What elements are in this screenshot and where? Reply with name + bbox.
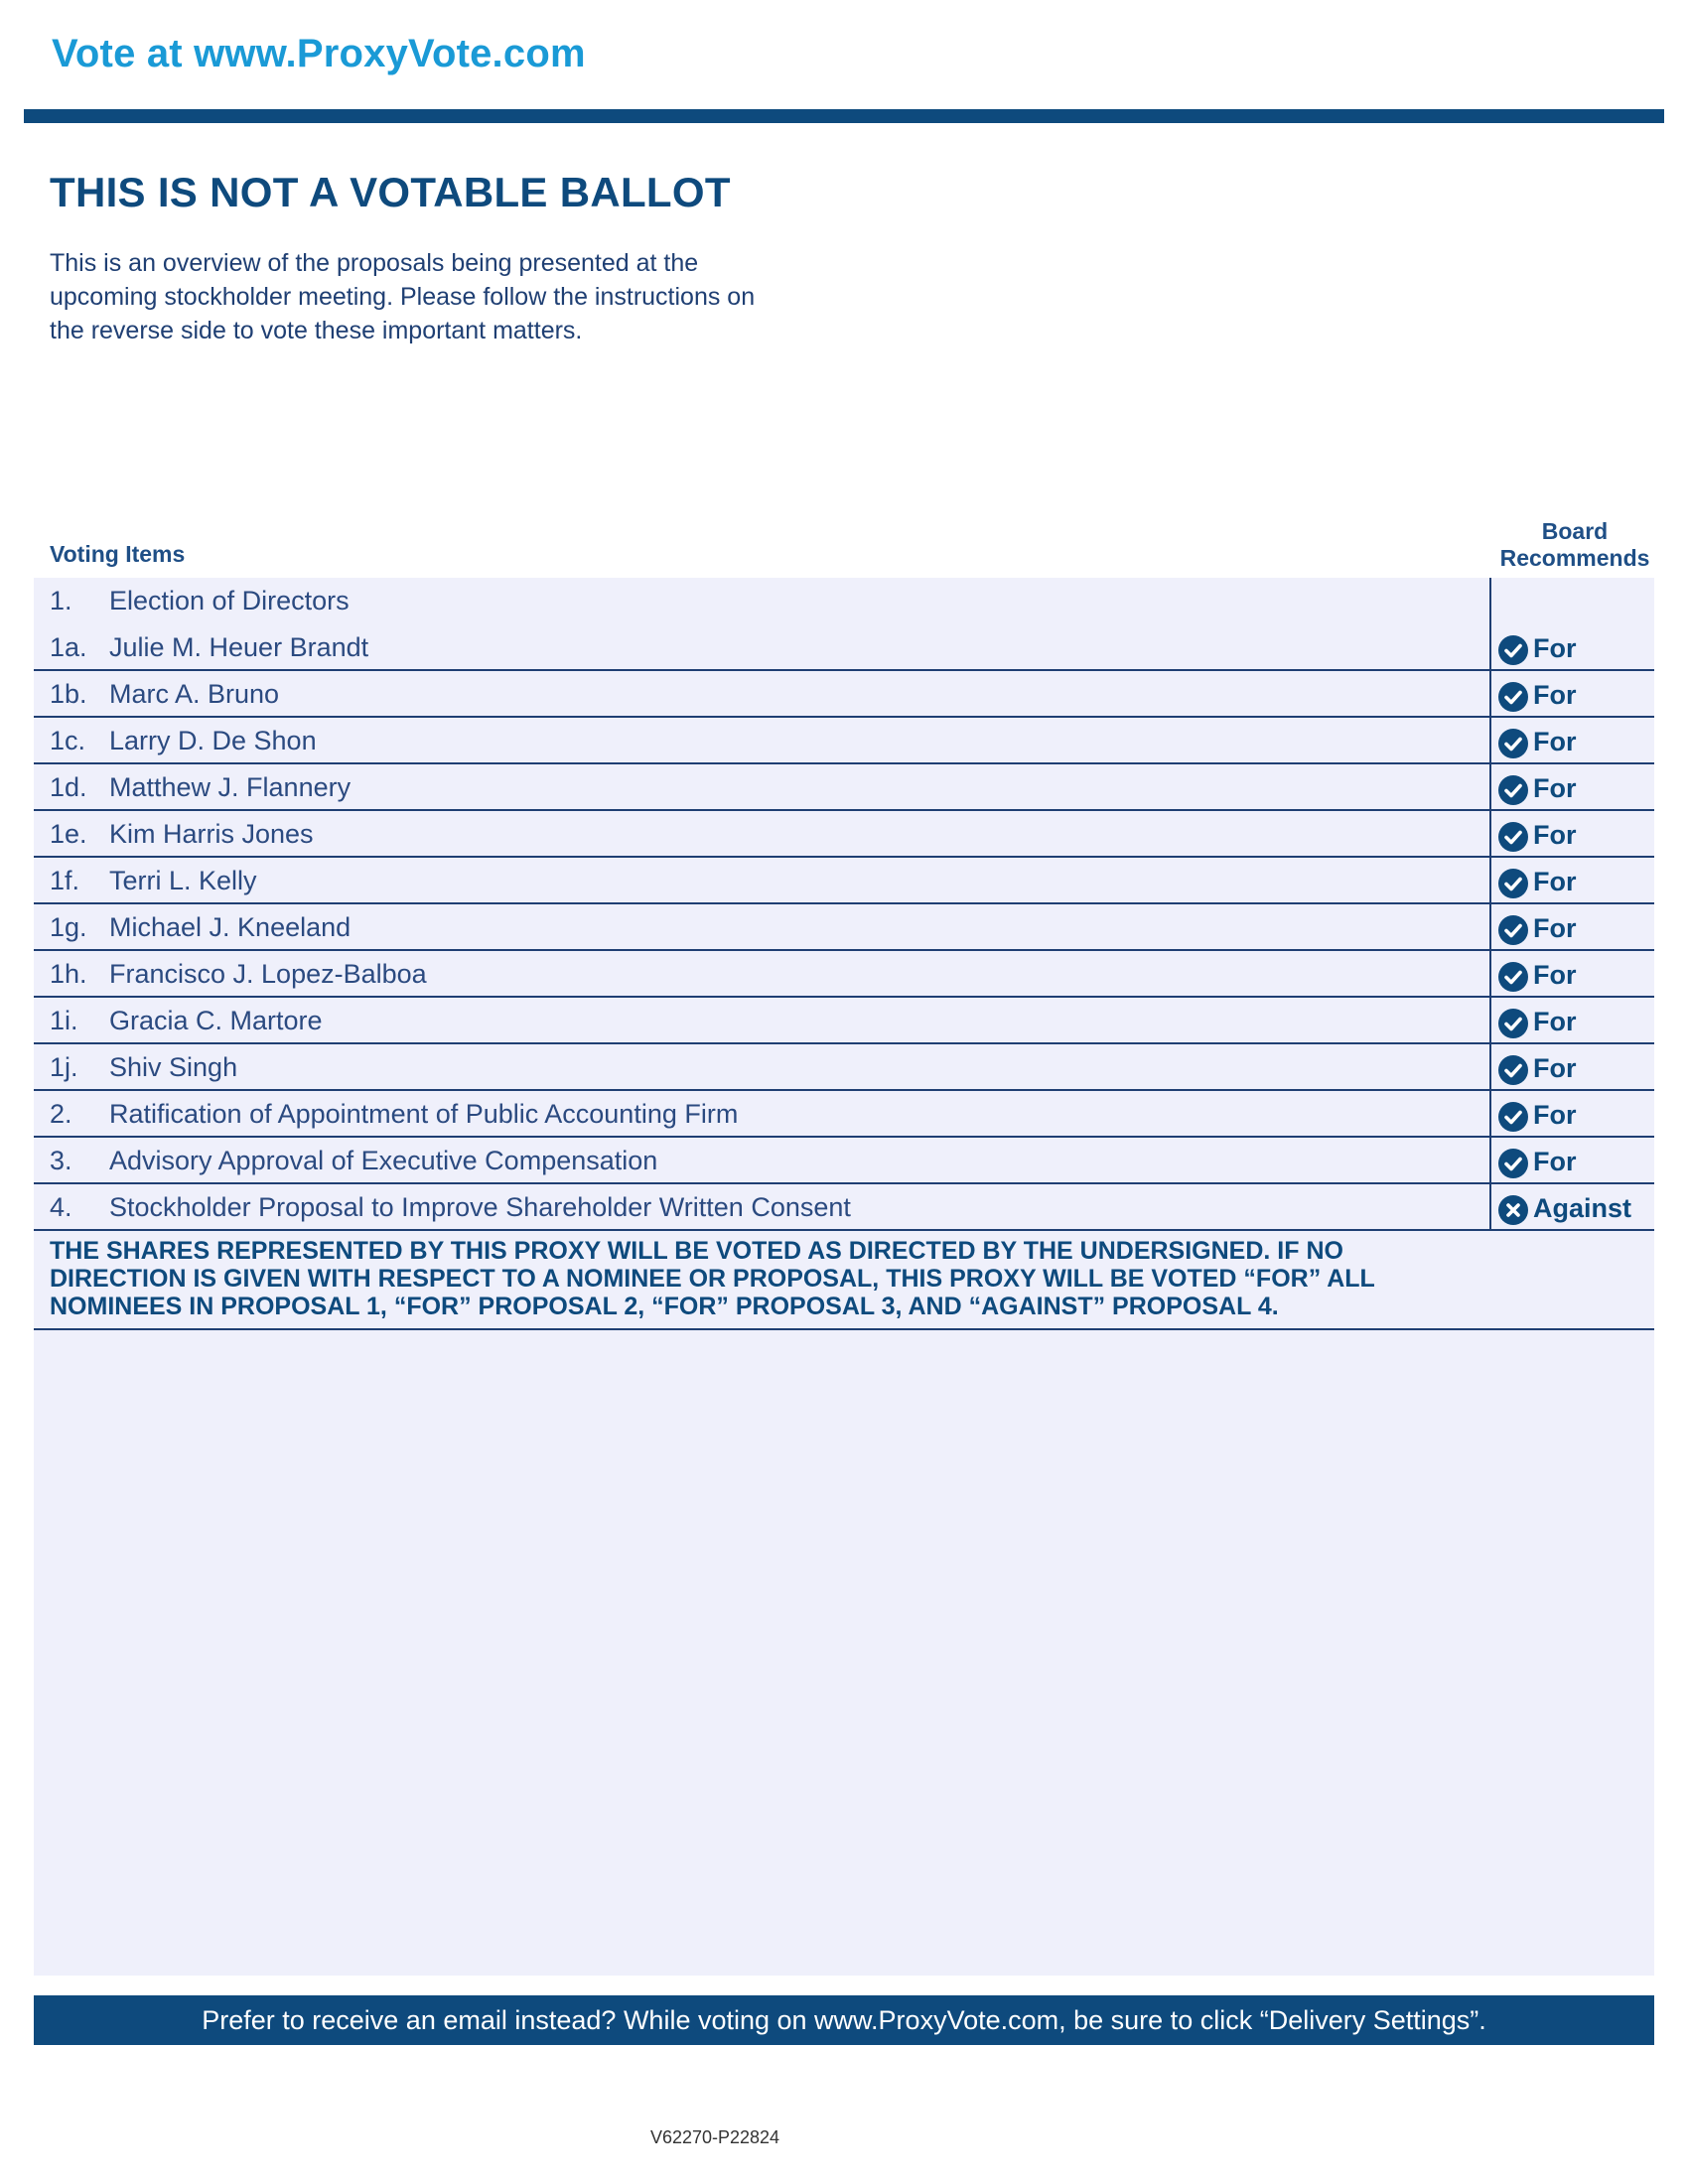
item-label: Larry D. De Shon <box>109 726 317 755</box>
recommendation-label: For <box>1533 1007 1577 1036</box>
board-recommendation-cell <box>1489 671 1654 716</box>
document-code: V62270-P22824 <box>649 2127 780 2147</box>
item-label: Stockholder Proposal to Improve Shareholder Written Consent <box>109 1192 851 1222</box>
recommendation-label: For <box>1533 1147 1577 1176</box>
voting-items-list <box>34 578 1654 1231</box>
item-number: 3. <box>50 1146 72 1175</box>
column-header-board-recommends <box>1485 518 1664 572</box>
item-number: 1i. <box>50 1006 78 1035</box>
table-row <box>34 718 1654 764</box>
delivery-settings-banner: Prefer to receive an email instead? While voting on www.ProxyVote.com, be sure to click “Delivery Settings”. <box>34 1995 1654 2045</box>
board-recommendation-cell <box>1489 578 1654 624</box>
item-label: Julie M. Heuer Brandt <box>109 632 369 662</box>
item-label: Election of Directors <box>109 586 350 615</box>
table-row <box>34 578 1654 624</box>
disclaimer-line: THE SHARES REPRESENTED BY THIS PROXY WILL BE VOTED AS DIRECTED BY THE UNDERSIGNED. IF NO <box>50 1237 1343 1265</box>
recommendation-label: For <box>1533 1100 1577 1130</box>
table-row <box>34 764 1654 811</box>
site-title: Vote at www.ProxyVote.com <box>52 32 586 75</box>
table-row <box>34 1044 1654 1091</box>
board-recommendation-cell <box>1489 764 1654 809</box>
board-recommendation-cell <box>1489 624 1654 669</box>
table-row <box>34 624 1654 671</box>
check-circle-icon <box>1497 728 1529 759</box>
item-label: Ratification of Appointment of Public Accounting Firm <box>109 1099 739 1129</box>
check-circle-icon <box>1497 634 1529 666</box>
board-recommendation-cell <box>1489 1138 1654 1182</box>
check-circle-icon <box>1497 914 1529 946</box>
board-header-line: Board <box>1541 518 1609 544</box>
voting-items-panel <box>34 578 1654 1976</box>
recommendation-label: For <box>1533 867 1577 896</box>
recommendation-label: For <box>1533 913 1577 943</box>
item-number: 1b. <box>50 679 87 709</box>
intro-line: upcoming stockholder meeting. Please follow the instructions on <box>50 283 756 311</box>
item-number: 1e. <box>50 819 87 849</box>
item-label: Michael J. Kneeland <box>109 912 352 942</box>
item-label: Terri L. Kelly <box>109 866 257 895</box>
check-circle-icon <box>1497 1148 1529 1179</box>
board-recommendation-cell <box>1489 904 1654 949</box>
board-recommendation-cell <box>1489 951 1654 996</box>
item-number: 2. <box>50 1099 72 1129</box>
item-number: 1a. <box>50 632 87 662</box>
item-number: 1f. <box>50 866 80 895</box>
table-row <box>34 998 1654 1044</box>
item-label: Advisory Approval of Executive Compensation <box>109 1146 658 1175</box>
disclaimer-line: DIRECTION IS GIVEN WITH RESPECT TO A NOMINEE OR PROPOSAL, THIS PROXY WILL BE VOTED “FOR” ALL <box>50 1265 1375 1293</box>
recommendation-label: For <box>1533 1053 1577 1083</box>
check-circle-icon <box>1497 1054 1529 1086</box>
proxy-disclaimer <box>50 1237 1479 1320</box>
item-label: Kim Harris Jones <box>109 819 314 849</box>
check-circle-icon <box>1497 681 1529 713</box>
item-number: 1g. <box>50 912 87 942</box>
x-circle-icon <box>1497 1194 1529 1226</box>
column-header-voting-items: Voting Items <box>50 541 186 567</box>
disclaimer-line: NOMINEES IN PROPOSAL 1, “FOR” PROPOSAL 2, “FOR” PROPOSAL 3, AND “AGAINST” PROPOSAL 4. <box>50 1293 1279 1320</box>
board-recommendation-cell <box>1489 718 1654 762</box>
table-row <box>34 811 1654 858</box>
item-number: 1j. <box>50 1052 78 1082</box>
item-number: 1. <box>50 586 72 615</box>
board-recommendation-cell <box>1489 811 1654 856</box>
board-recommendation-cell <box>1489 1044 1654 1089</box>
disclaimer-rule <box>34 1328 1654 1330</box>
intro-line: the reverse side to vote these important matters. <box>50 317 583 344</box>
recommendation-label: For <box>1533 960 1577 990</box>
table-row <box>34 1184 1654 1231</box>
check-circle-icon <box>1497 1008 1529 1039</box>
item-number: 4. <box>50 1192 72 1222</box>
intro-text <box>50 246 864 347</box>
item-number: 1h. <box>50 959 87 989</box>
recommendation-label: Against <box>1533 1193 1632 1223</box>
page-title: THIS IS NOT A VOTABLE BALLOT <box>50 169 731 215</box>
board-recommendation-cell <box>1489 858 1654 902</box>
item-label: Marc A. Bruno <box>109 679 280 709</box>
table-row <box>34 904 1654 951</box>
table-row <box>34 858 1654 904</box>
table-row <box>34 1138 1654 1184</box>
board-recommendation-cell <box>1489 1184 1654 1229</box>
recommendation-label: For <box>1533 633 1577 663</box>
check-circle-icon <box>1497 961 1529 993</box>
check-circle-icon <box>1497 821 1529 853</box>
check-circle-icon <box>1497 868 1529 899</box>
header-rule <box>24 109 1664 123</box>
board-header-line: Recommends <box>1499 545 1650 571</box>
recommendation-label: For <box>1533 680 1577 710</box>
intro-line: This is an overview of the proposals being presented at the <box>50 249 699 277</box>
table-row <box>34 671 1654 718</box>
item-number: 1c. <box>50 726 86 755</box>
item-number: 1d. <box>50 772 87 802</box>
board-recommendation-cell <box>1489 998 1654 1042</box>
item-label: Matthew J. Flannery <box>109 772 352 802</box>
item-label: Francisco J. Lopez-Balboa <box>109 959 427 989</box>
check-circle-icon <box>1497 774 1529 806</box>
recommendation-label: For <box>1533 820 1577 850</box>
table-row <box>34 951 1654 998</box>
item-label: Shiv Singh <box>109 1052 238 1082</box>
check-circle-icon <box>1497 1101 1529 1133</box>
recommendation-label: For <box>1533 727 1577 756</box>
recommendation-label: For <box>1533 773 1577 803</box>
table-row <box>34 1091 1654 1138</box>
item-label: Gracia C. Martore <box>109 1006 323 1035</box>
board-recommendation-cell <box>1489 1091 1654 1136</box>
